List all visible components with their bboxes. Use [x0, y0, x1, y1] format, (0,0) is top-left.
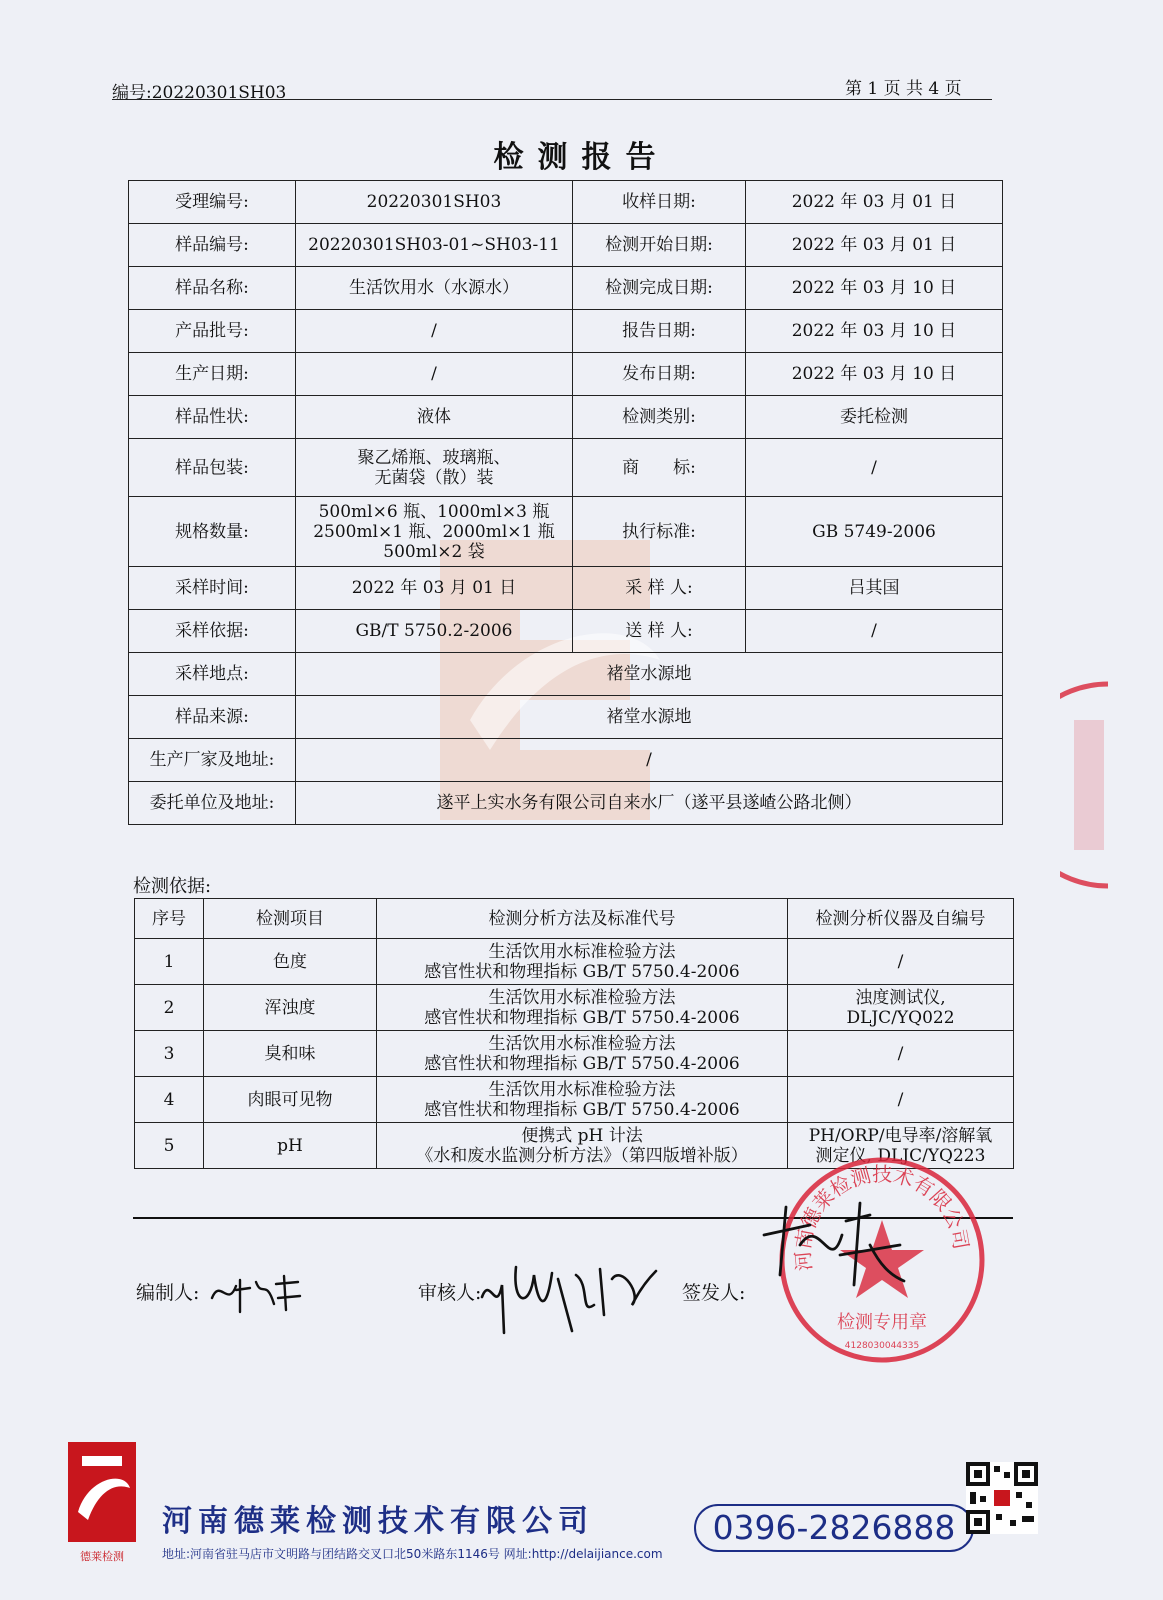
info-value: /: [296, 310, 573, 353]
instrument: [788, 985, 1014, 1031]
instrument-line: DLJC/YQ022: [846, 1007, 955, 1028]
info-key: 检测类别:: [573, 396, 746, 439]
instrument-line: /: [897, 951, 904, 972]
info-value-line: 500ml×2 袋: [383, 541, 485, 562]
reviewer-label: 审核人:: [418, 1282, 482, 1304]
info-value: 2022 年 03 月 01 日: [746, 224, 1003, 267]
info-value-line: 2500ml×1 瓶、2000ml×1 瓶: [313, 521, 555, 542]
info-key: 送 样 人:: [573, 610, 746, 653]
reviewer-signature: [472, 1245, 662, 1340]
info-key: 采 样 人:: [573, 567, 746, 610]
method-line: 感官性状和物理指标 GB/T 5750.4-2006: [424, 1053, 740, 1074]
info-key: 产品批号:: [129, 310, 296, 353]
table-row: [129, 653, 1003, 696]
test-item: 浑浊度: [204, 985, 377, 1031]
info-value: 遂平上实水务有限公司自来水厂（遂平县遂嵖公路北侧）: [296, 782, 1003, 825]
info-value: [296, 439, 573, 497]
info-value: 20220301SH03-01~SH03-11: [296, 224, 573, 267]
table-row: [129, 267, 1003, 310]
info-value: 2022 年 03 月 10 日: [746, 353, 1003, 396]
info-value-line: 500ml×6 瓶、1000ml×3 瓶: [318, 501, 550, 522]
method-line: 生活饮用水标准检验方法: [488, 1079, 676, 1100]
method-line: 感官性状和物理指标 GB/T 5750.4-2006: [424, 1099, 740, 1120]
info-key: 采样时间:: [129, 567, 296, 610]
table-row: [129, 782, 1003, 825]
method-line: 《水和废水监测分析方法》（第四版增补版）: [416, 1145, 748, 1166]
info-value: /: [746, 439, 1003, 497]
method-line: 生活饮用水标准检验方法: [488, 987, 676, 1008]
info-key: 检测完成日期:: [573, 267, 746, 310]
info-value: 褚堂水源地: [296, 696, 1003, 739]
report-number: 编号:20220301SH03: [112, 83, 287, 103]
table-row: [129, 224, 1003, 267]
info-key: 样品包装:: [129, 439, 296, 497]
info-key: 报告日期:: [573, 310, 746, 353]
test-method: [377, 1031, 788, 1077]
info-value: 液体: [296, 396, 573, 439]
instrument-line: 浊度测试仪,: [855, 987, 946, 1008]
seal-ring-text: 河南德莱检测技术有限公司: [790, 1162, 974, 1273]
info-key: 检测开始日期:: [573, 224, 746, 267]
info-key: 生产厂家及地址:: [129, 739, 296, 782]
method-line: 生活饮用水标准检验方法: [488, 941, 676, 962]
page-indicator: 第 1 页 共 4 页: [845, 79, 962, 99]
info-value: 褚堂水源地: [296, 653, 1003, 696]
info-value: GB 5749-2006: [746, 497, 1003, 567]
column-header: 检测分析方法及标准代号: [377, 899, 788, 939]
row-number: 1: [135, 939, 204, 985]
instrument: [788, 1077, 1014, 1123]
info-value: 2022 年 03 月 01 日: [746, 181, 1003, 224]
table-row: [135, 985, 1014, 1031]
table-row: [129, 739, 1003, 782]
info-key: 商 标:: [573, 439, 746, 497]
test-item: 色度: [204, 939, 377, 985]
qr-code-icon: [966, 1462, 1038, 1534]
edge-seal-fragment: [1060, 680, 1110, 890]
info-key: 采样地点:: [129, 653, 296, 696]
column-header: 检测项目: [204, 899, 377, 939]
seal-code: 4128030044335: [844, 1341, 920, 1351]
company-logo: [64, 1438, 140, 1548]
instrument: [788, 939, 1014, 985]
test-item: pH: [204, 1123, 377, 1169]
table-row: [129, 439, 1003, 497]
info-value-line: 无菌袋（散）装: [374, 467, 494, 488]
method-line: 生活饮用水标准检验方法: [488, 1033, 676, 1054]
table-row: [135, 1031, 1014, 1077]
table-row: [129, 567, 1003, 610]
row-number: 2: [135, 985, 204, 1031]
info-key: 样品性状:: [129, 396, 296, 439]
info-value: [296, 497, 573, 567]
info-key: 生产日期:: [129, 353, 296, 396]
issuer-label: 签发人:: [682, 1282, 746, 1304]
info-key: 受理编号:: [129, 181, 296, 224]
sample-info-table: [128, 180, 1003, 825]
header-divider: [112, 99, 992, 100]
method-line: 感官性状和物理指标 GB/T 5750.4-2006: [424, 961, 740, 982]
test-method: [377, 985, 788, 1031]
table-row: [129, 181, 1003, 224]
instrument-line: 测定仪, DLJC/YQ223: [815, 1145, 986, 1166]
test-method: [377, 939, 788, 985]
test-item: 肉眼可见物: [204, 1077, 377, 1123]
basis-heading: 检测依据:: [133, 876, 212, 897]
test-basis-table: [134, 898, 1014, 1169]
table-row: [135, 1077, 1014, 1123]
table-row: [129, 497, 1003, 567]
instrument-line: /: [897, 1043, 904, 1064]
info-value: /: [296, 353, 573, 396]
test-method: [377, 1123, 788, 1169]
seal-center-text: 检测专用章: [837, 1312, 927, 1333]
row-number: 4: [135, 1077, 204, 1123]
column-header: 检测分析仪器及自编号: [788, 899, 1014, 939]
table-row: [135, 939, 1014, 985]
table-row: [129, 610, 1003, 653]
info-value: 生活饮用水（水源水）: [296, 267, 573, 310]
info-key: 样品编号:: [129, 224, 296, 267]
method-line: 感官性状和物理指标 GB/T 5750.4-2006: [424, 1007, 740, 1028]
info-key: 执行标准:: [573, 497, 746, 567]
info-key: 发布日期:: [573, 353, 746, 396]
issuer-signature: [750, 1195, 910, 1305]
instrument-line: /: [897, 1089, 904, 1110]
company-name: 河南德莱检测技术有限公司: [162, 1504, 594, 1539]
info-value: 2022 年 03 月 01 日: [296, 567, 573, 610]
company-address: 地址:河南省驻马店市文明路与团结路交叉口北50米路东1146号 网址:http://delaijiance.com: [162, 1547, 663, 1561]
logo-caption: 德莱检测: [80, 1550, 124, 1563]
info-value: /: [746, 610, 1003, 653]
page-title: 检测报告: [493, 140, 670, 175]
info-key: 规格数量:: [129, 497, 296, 567]
row-number: 3: [135, 1031, 204, 1077]
info-key: 收样日期:: [573, 181, 746, 224]
test-method: [377, 1077, 788, 1123]
info-key: 样品来源:: [129, 696, 296, 739]
row-number: 5: [135, 1123, 204, 1169]
info-value: 20220301SH03: [296, 181, 573, 224]
table-row: [129, 396, 1003, 439]
info-value: 2022 年 03 月 10 日: [746, 267, 1003, 310]
instrument: [788, 1031, 1014, 1077]
info-value: /: [296, 739, 1003, 782]
info-key: 样品名称:: [129, 267, 296, 310]
test-item: 臭和味: [204, 1031, 377, 1077]
method-line: 便携式 pH 计法: [521, 1125, 643, 1146]
compiler-label: 编制人:: [136, 1282, 200, 1304]
info-value: 委托检测: [746, 396, 1003, 439]
table-row: [129, 353, 1003, 396]
info-key: 委托单位及地址:: [129, 782, 296, 825]
info-value: 2022 年 03 月 10 日: [746, 310, 1003, 353]
info-value: GB/T 5750.2-2006: [296, 610, 573, 653]
column-header: 序号: [135, 899, 204, 939]
info-value: 吕其国: [746, 567, 1003, 610]
info-key: 采样依据:: [129, 610, 296, 653]
table-row: [129, 696, 1003, 739]
compiler-signature: [206, 1268, 306, 1318]
info-value-line: 聚乙烯瓶、玻璃瓶、: [357, 447, 511, 468]
company-phone: 0396-2826888: [694, 1504, 974, 1552]
table-row: [129, 310, 1003, 353]
instrument-line: PH/ORP/电导率/溶解氧: [808, 1125, 993, 1146]
table-header-row: [135, 899, 1014, 939]
